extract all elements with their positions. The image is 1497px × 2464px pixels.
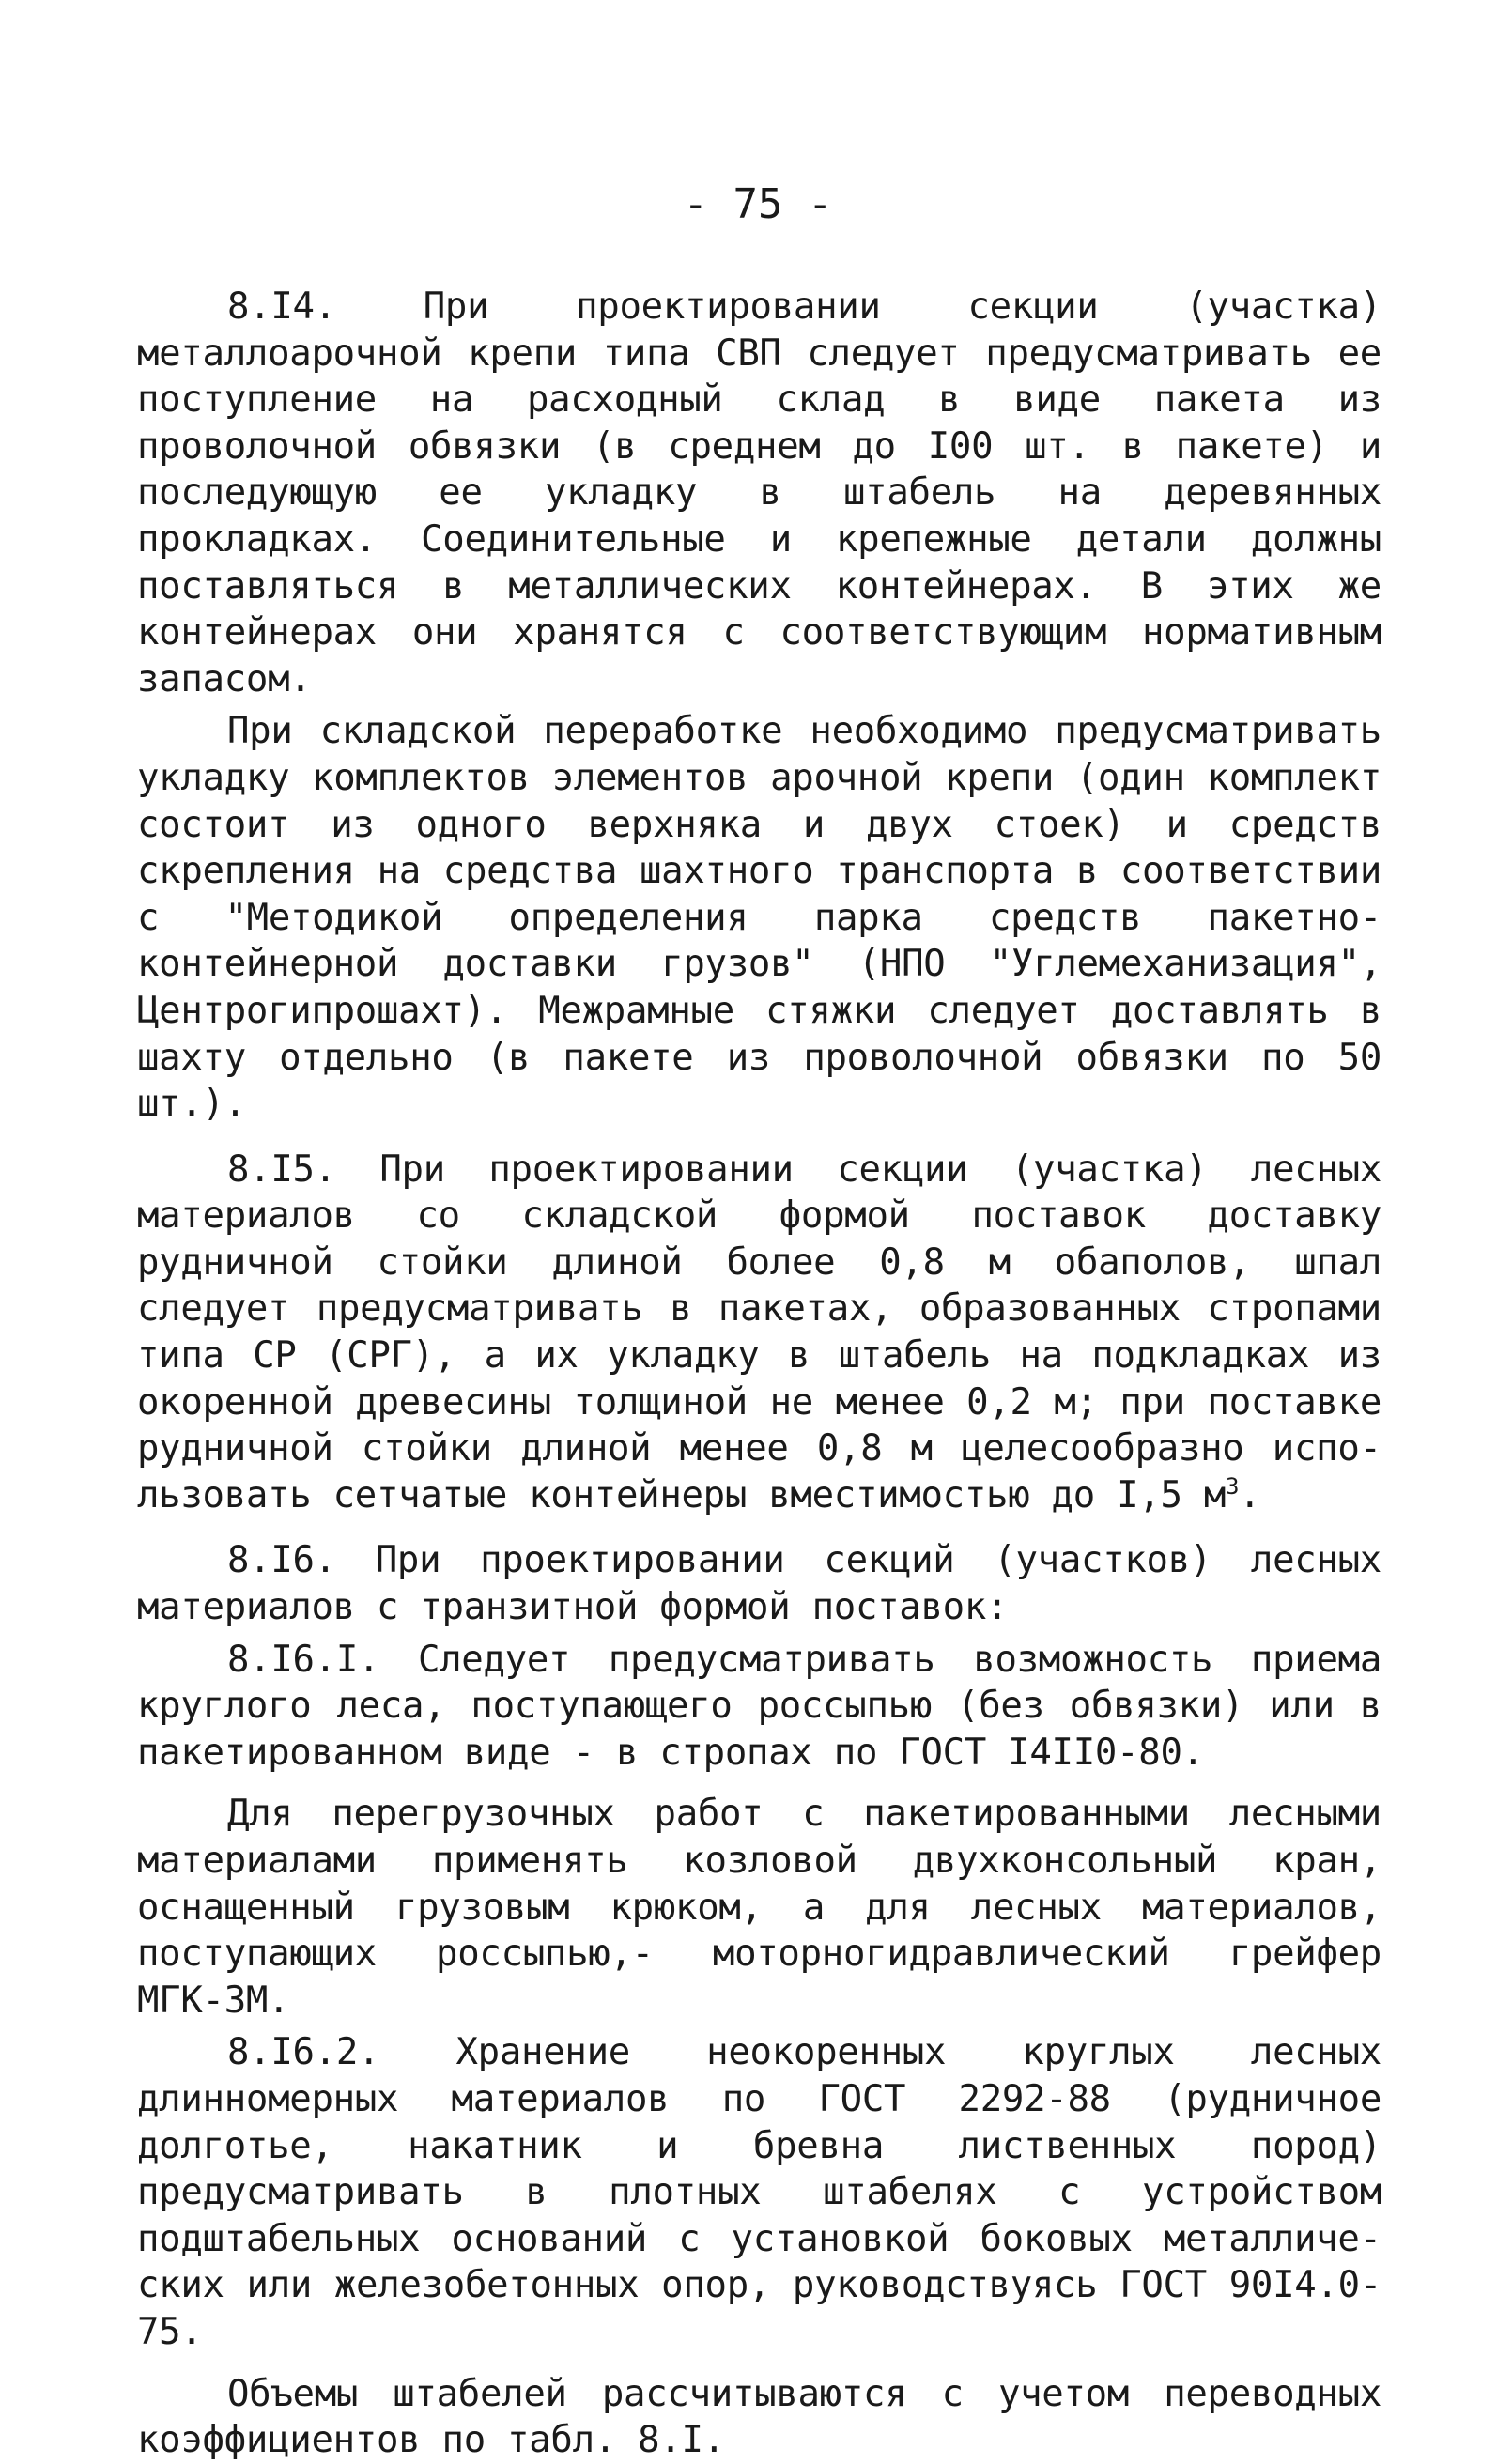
paragraph-8-16-1: 8.I6.I. Следует предусматривать возможность приема круглого леса, поступающего россыпью (без обвязки) или в пакетированном виде - в стропах по ГОСТ I4II0-80.: [137, 1638, 1381, 1774]
paragraph-8-15: [137, 1147, 1381, 1519]
paragraph-8-16-2: 8.I6.2. Хранение неокоренных круглых лесных длинномерных материалов по ГОСТ 2292-88 (рудничное долготье, накатник и бревна лиственных пород) предусматривать в плотных штабелях с устройством подштабельных оснований с установкой боковых металлических или железобетонных опор, руководствуясь ГОСТ 90I4.0-75.: [137, 2031, 1381, 2353]
paragraph-8-16: 8.I6. При проектировании секций (участков) лесных материалов с транзитной формой поставок:: [137, 1539, 1381, 1629]
paragraph-8-16-1-continued: Для перегрузочных работ с пакетированными лесными материалами применять козловой двухконсольный кран, оснащенный грузовым крюком, а для лесных материалов, поступающих россыпью,- моторногидравлический грейфер МГК-3М.: [137, 1793, 1381, 2022]
paragraph-8-15-text: 8.I5. При проектировании секции (участка) лесных материалов со складской формой поставок доставку рудничной стойки длиной более 0,8 м обаполов, шпал следует предусматривать в пакетах, образованных стропами типа СР (СРГ), а их укладку в штабель на подкладках из окоренной древесины толщиной не менее 0,2 м; при поставке рудничной стойки длиной менее 0,8 м целесообразно использовать сетчатые контейнеры вместимостью до I,5 м: [137, 1147, 1381, 1517]
paragraph-8-14: 8.I4. При проектировании секции (участка) металлоарочной крепи типа СВП следует предусматривать ее поступление на расходный склад в виде пакета из проволочной обвязки (в среднем до I00 шт. в пакете) и последующую ее укладку в штабель на деревянных прокладках. Соединительные и крепежные детали должны поставляться в металлических контейнерах. В этих же контейнерах они хранятся с соответствующим нормативным запасом.: [137, 285, 1381, 701]
paragraph-8-14-continued: При складской переработке необходимо предусматривать укладку комплектов элементов арочной крепи (один комплект состоит из одного верхняка и двух стоек) и средств скрепления на средства шахтного транспорта в соответствии с "Методикой определения парка средств пакетно-контейнерной доставки грузов" (НПО "Углемеханизация", Центрогипрошахт). Межрамные стяжки следует доставлять в шахту отдельно (в пакете из проволочной обвязки по 50 шт.).: [137, 710, 1381, 1126]
page-number: - 75 -: [683, 180, 833, 228]
paragraph-8-16-2-continued: Объемы штабелей рассчитываются с учетом переводных коэффициентов по табл. 8.I.: [137, 2372, 1381, 2462]
paragraph-8-15-end: .: [1239, 1473, 1261, 1517]
cubic-superscript: 3: [1226, 1472, 1240, 1500]
document-body: [137, 284, 1381, 2464]
